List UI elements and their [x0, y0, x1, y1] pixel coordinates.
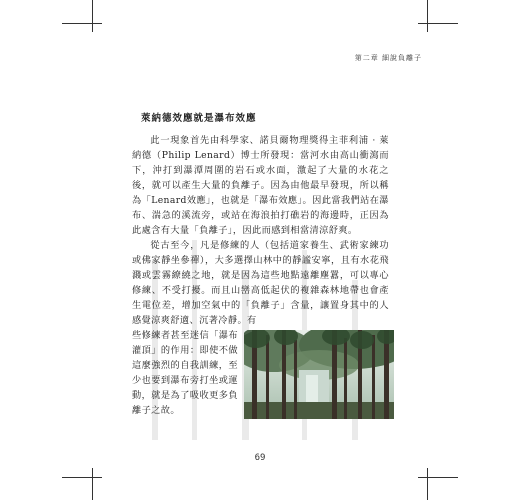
crop-mark — [62, 23, 102, 24]
crop-mark — [62, 477, 102, 478]
section-title: 萊納德效應就是瀑布效應 — [141, 113, 257, 124]
crop-mark — [418, 477, 458, 478]
crop-mark — [427, 468, 428, 500]
forest-waterfall-photo — [244, 330, 394, 419]
crop-mark — [92, 468, 93, 500]
page-number: 69 — [254, 453, 266, 463]
body-text — [132, 133, 389, 328]
paragraph: 從古至今，凡是修練的人（包括道家養生、武術家練功或佛家靜坐參禪），大多選擇山林中的靜謐安寧，且有水花飛濺或雲霧繚繞之地，就是因為這些地點遠離塵囂，可以專心修練、不受打擾。而且山巒高低起伏的複雜森林地帶也會產生電位差，增加空氣中的「負離子」含量，讓置身其中的人感覺涼爽舒適、沉著冷靜。有 — [132, 240, 389, 326]
paragraph: 此一現象首先由科學家、諾貝爾物理獎得主菲利浦 · 萊納德（Philip Lenard）博士所發現：當河水由高山衝瀉而下，沖打到瀑潭周圍的岩石或水面，激起了大量的水花之後，就可以產生大量的負離子。因為由他最早發現，所以稱為「Lenard效應」，也就是「瀑布效應」。因此當我們站在瀑布、湍急的溪流旁，或站在海浪拍打礁岩的海邊時，正因為此處含有大量「負離子」，因此而感到相當清涼舒爽。 — [132, 135, 389, 236]
crop-mark — [92, 0, 93, 32]
crop-mark — [427, 0, 428, 32]
running-head: 第二章 細說負離子 — [354, 54, 422, 62]
wrapped-paragraph: 些修練者甚至迷信「瀑布灌頂」的作用：即使不做這麼強烈的自我訓練，至少也要到瀑布旁打坐或運動，就是為了吸收更多負離子之故。 — [132, 330, 238, 416]
crop-mark — [418, 23, 458, 24]
